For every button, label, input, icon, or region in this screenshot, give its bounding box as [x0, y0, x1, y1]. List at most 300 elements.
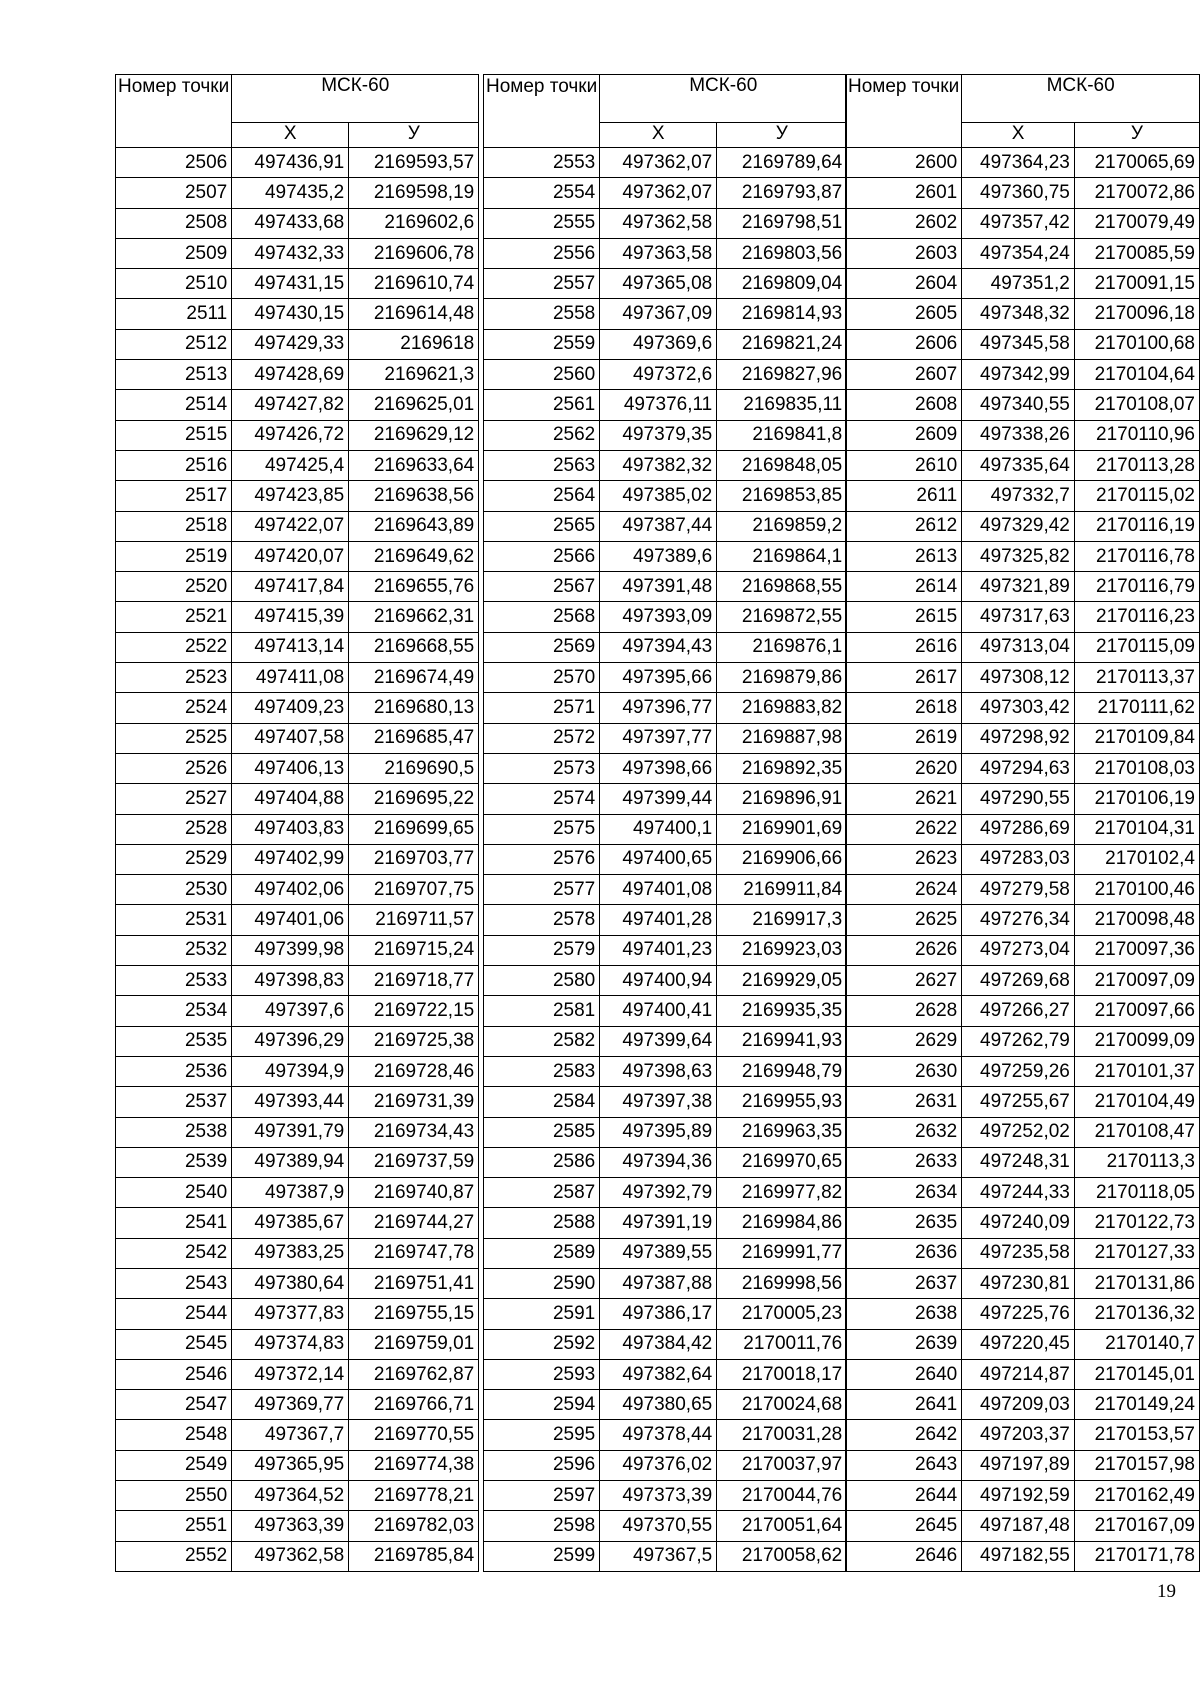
point-number-cell: 2588 — [484, 1208, 600, 1238]
y-coordinate-cell: 2169755,15 — [349, 1299, 479, 1329]
x-coordinate-cell: 497235,58 — [962, 1238, 1075, 1268]
point-number-cell: 2538 — [116, 1117, 232, 1147]
coordinates-table-body — [116, 148, 479, 1572]
table-row — [484, 329, 847, 359]
point-number-cell: 2553 — [484, 148, 600, 178]
y-coordinate-cell: 2169906,66 — [717, 844, 847, 874]
table-row — [116, 935, 479, 965]
point-number-cell: 2568 — [484, 602, 600, 632]
table-row — [846, 1450, 1200, 1480]
y-coordinate-cell: 2170104,64 — [1074, 360, 1199, 390]
x-coordinate-cell: 497420,07 — [232, 541, 349, 571]
x-coordinate-cell: 497187,48 — [962, 1511, 1075, 1541]
point-number-cell: 2598 — [484, 1511, 600, 1541]
y-coordinate-cell: 2169782,03 — [349, 1511, 479, 1541]
point-number-cell: 2524 — [116, 693, 232, 723]
x-coordinate-cell: 497387,9 — [232, 1178, 349, 1208]
point-number-cell: 2585 — [484, 1117, 600, 1147]
y-coordinate-cell: 2170171,78 — [1074, 1541, 1199, 1571]
table-row — [846, 1299, 1200, 1329]
x-coordinate-cell: 497378,44 — [600, 1420, 717, 1450]
y-coordinate-cell: 2169841,8 — [717, 420, 847, 450]
table-row — [116, 481, 479, 511]
point-number-cell: 2556 — [484, 238, 600, 268]
table-row — [116, 572, 479, 602]
x-coordinate-cell: 497255,67 — [962, 1087, 1075, 1117]
table-row — [116, 1208, 479, 1238]
point-number-cell: 2616 — [846, 632, 962, 662]
y-coordinate-cell: 2169606,78 — [349, 238, 479, 268]
x-coordinate-cell: 497400,1 — [600, 814, 717, 844]
point-number-cell: 2641 — [846, 1390, 962, 1420]
table-row — [846, 753, 1200, 783]
y-coordinate-cell: 2169680,13 — [349, 693, 479, 723]
x-coordinate-cell: 497354,24 — [962, 238, 1075, 268]
y-coordinate-cell: 2169879,86 — [717, 663, 847, 693]
y-coordinate-cell: 2169948,79 — [717, 1056, 847, 1086]
point-number-cell: 2635 — [846, 1208, 962, 1238]
point-number-cell: 2615 — [846, 602, 962, 632]
y-coordinate-cell: 2170108,47 — [1074, 1117, 1199, 1147]
point-number-cell: 2643 — [846, 1450, 962, 1480]
x-coordinate-cell: 497298,92 — [962, 723, 1075, 753]
x-coordinate-cell: 497351,2 — [962, 269, 1075, 299]
x-coordinate-cell: 497413,14 — [232, 632, 349, 662]
x-coordinate-cell: 497362,07 — [600, 178, 717, 208]
point-number-header: Номер точки — [484, 75, 600, 148]
y-coordinate-cell: 2169803,56 — [717, 238, 847, 268]
x-coordinate-cell: 497425,4 — [232, 450, 349, 480]
point-number-cell: 2548 — [116, 1420, 232, 1450]
table-row — [484, 844, 847, 874]
table-row — [484, 1208, 847, 1238]
point-number-cell: 2516 — [116, 450, 232, 480]
point-number-cell: 2645 — [846, 1511, 962, 1541]
point-number-cell: 2578 — [484, 905, 600, 935]
x-coordinate-cell: 497363,58 — [600, 238, 717, 268]
y-coordinate-cell: 2169728,46 — [349, 1056, 479, 1086]
y-coordinate-cell: 2169798,51 — [717, 208, 847, 238]
table-row — [116, 1147, 479, 1177]
table-row — [116, 1268, 479, 1298]
x-coordinate-cell: 497394,43 — [600, 632, 717, 662]
point-number-cell: 2608 — [846, 390, 962, 420]
point-number-cell: 2570 — [484, 663, 600, 693]
point-number-cell: 2510 — [116, 269, 232, 299]
table-row — [484, 1268, 847, 1298]
point-number-cell: 2507 — [116, 178, 232, 208]
point-number-cell: 2606 — [846, 329, 962, 359]
point-number-cell: 2587 — [484, 1178, 600, 1208]
point-number-cell: 2517 — [116, 481, 232, 511]
y-coordinate-cell: 2169638,56 — [349, 481, 479, 511]
y-coordinate-cell: 2170113,28 — [1074, 450, 1199, 480]
point-number-cell: 2547 — [116, 1390, 232, 1420]
y-column-header: У — [717, 123, 847, 148]
point-number-cell: 2636 — [846, 1238, 962, 1268]
x-coordinate-cell: 497389,55 — [600, 1238, 717, 1268]
point-number-cell: 2640 — [846, 1359, 962, 1389]
y-coordinate-cell: 2169740,87 — [349, 1178, 479, 1208]
table-row — [116, 632, 479, 662]
point-number-cell: 2513 — [116, 360, 232, 390]
x-coordinate-cell: 497380,65 — [600, 1390, 717, 1420]
table-row — [116, 269, 479, 299]
point-number-cell: 2551 — [116, 1511, 232, 1541]
table-row — [484, 420, 847, 450]
y-coordinate-cell: 2169744,27 — [349, 1208, 479, 1238]
x-column-header: Х — [962, 123, 1075, 148]
y-coordinate-cell: 2170140,7 — [1074, 1329, 1199, 1359]
x-coordinate-cell: 497325,82 — [962, 541, 1075, 571]
y-coordinate-cell: 2170113,37 — [1074, 663, 1199, 693]
point-number-cell: 2543 — [116, 1268, 232, 1298]
y-coordinate-cell: 2169941,93 — [717, 1026, 847, 1056]
point-number-cell: 2529 — [116, 844, 232, 874]
point-number-cell: 2627 — [846, 966, 962, 996]
x-coordinate-cell: 497203,37 — [962, 1420, 1075, 1450]
x-coordinate-cell: 497383,25 — [232, 1238, 349, 1268]
point-number-cell: 2512 — [116, 329, 232, 359]
table-row — [116, 1178, 479, 1208]
table-row — [846, 1390, 1200, 1420]
y-coordinate-cell: 2170127,33 — [1074, 1238, 1199, 1268]
y-coordinate-cell: 2170097,09 — [1074, 966, 1199, 996]
table-row — [484, 1541, 847, 1571]
point-number-cell: 2603 — [846, 238, 962, 268]
y-coordinate-cell: 2169668,55 — [349, 632, 479, 662]
x-coordinate-cell: 497252,02 — [962, 1117, 1075, 1147]
y-coordinate-cell: 2169793,87 — [717, 178, 847, 208]
table-row — [484, 1147, 847, 1177]
point-number-cell: 2630 — [846, 1056, 962, 1086]
point-number-cell: 2518 — [116, 511, 232, 541]
point-number-cell: 2508 — [116, 208, 232, 238]
point-number-cell: 2580 — [484, 966, 600, 996]
y-coordinate-cell: 2170116,19 — [1074, 511, 1199, 541]
x-coordinate-cell: 497398,83 — [232, 966, 349, 996]
x-coordinate-cell: 497395,66 — [600, 663, 717, 693]
y-coordinate-cell: 2169814,93 — [717, 299, 847, 329]
table-row — [846, 1147, 1200, 1177]
x-coordinate-cell: 497385,02 — [600, 481, 717, 511]
y-coordinate-cell: 2170097,66 — [1074, 996, 1199, 1026]
table-row — [116, 602, 479, 632]
point-number-cell: 2511 — [116, 299, 232, 329]
table-row — [846, 693, 1200, 723]
table-row — [484, 269, 847, 299]
x-coordinate-cell: 497392,79 — [600, 1178, 717, 1208]
table-row — [116, 1450, 479, 1480]
table-row — [116, 420, 479, 450]
x-coordinate-cell: 497197,89 — [962, 1450, 1075, 1480]
x-coordinate-cell: 497364,52 — [232, 1481, 349, 1511]
y-coordinate-cell: 2169731,39 — [349, 1087, 479, 1117]
table-row — [484, 996, 847, 1026]
x-coordinate-cell: 497415,39 — [232, 602, 349, 632]
y-coordinate-cell: 2170072,86 — [1074, 178, 1199, 208]
table-row — [116, 1329, 479, 1359]
point-number-cell: 2613 — [846, 541, 962, 571]
x-coordinate-cell: 497406,13 — [232, 753, 349, 783]
point-number-cell: 2515 — [116, 420, 232, 450]
x-coordinate-cell: 497399,44 — [600, 784, 717, 814]
x-coordinate-cell: 497335,64 — [962, 450, 1075, 480]
x-coordinate-cell: 497400,65 — [600, 844, 717, 874]
table-row — [116, 329, 479, 359]
table-row — [116, 178, 479, 208]
point-number-cell: 2620 — [846, 753, 962, 783]
x-coordinate-cell: 497382,32 — [600, 450, 717, 480]
point-number-cell: 2574 — [484, 784, 600, 814]
table-row — [484, 1178, 847, 1208]
x-coordinate-cell: 497422,07 — [232, 511, 349, 541]
y-coordinate-cell: 2170122,73 — [1074, 1208, 1199, 1238]
x-coordinate-cell: 497379,35 — [600, 420, 717, 450]
x-coordinate-cell: 497338,26 — [962, 420, 1075, 450]
table-row — [846, 1511, 1200, 1541]
y-coordinate-cell: 2169859,2 — [717, 511, 847, 541]
x-coordinate-cell: 497407,58 — [232, 723, 349, 753]
point-number-cell: 2621 — [846, 784, 962, 814]
y-coordinate-cell: 2169598,19 — [349, 178, 479, 208]
point-number-cell: 2521 — [116, 602, 232, 632]
point-number-cell: 2597 — [484, 1481, 600, 1511]
x-coordinate-cell: 497286,69 — [962, 814, 1075, 844]
table-row — [116, 1481, 479, 1511]
y-coordinate-cell: 2169699,65 — [349, 814, 479, 844]
y-coordinate-cell: 2169711,57 — [349, 905, 479, 935]
x-coordinate-cell: 497396,77 — [600, 693, 717, 723]
table-row — [484, 905, 847, 935]
y-coordinate-cell: 2170024,68 — [717, 1390, 847, 1420]
table-row — [484, 511, 847, 541]
y-coordinate-cell: 2170037,97 — [717, 1450, 847, 1480]
x-coordinate-cell: 497402,06 — [232, 875, 349, 905]
x-coordinate-cell: 497398,63 — [600, 1056, 717, 1086]
x-coordinate-cell: 497395,89 — [600, 1117, 717, 1147]
y-coordinate-cell: 2170011,76 — [717, 1329, 847, 1359]
point-number-cell: 2555 — [484, 208, 600, 238]
y-coordinate-cell: 2169876,1 — [717, 632, 847, 662]
point-number-cell: 2546 — [116, 1359, 232, 1389]
point-number-cell: 2559 — [484, 329, 600, 359]
point-number-cell: 2642 — [846, 1420, 962, 1450]
table-row — [846, 390, 1200, 420]
point-number-cell: 2593 — [484, 1359, 600, 1389]
x-coordinate-cell: 497417,84 — [232, 572, 349, 602]
x-coordinate-cell: 497426,72 — [232, 420, 349, 450]
x-coordinate-cell: 497276,34 — [962, 905, 1075, 935]
x-coordinate-cell: 497369,77 — [232, 1390, 349, 1420]
y-coordinate-cell: 2169785,84 — [349, 1541, 479, 1571]
y-coordinate-cell: 2169827,96 — [717, 360, 847, 390]
y-coordinate-cell: 2170018,17 — [717, 1359, 847, 1389]
table-row — [116, 663, 479, 693]
x-coordinate-cell: 497279,58 — [962, 875, 1075, 905]
y-coordinate-cell: 2169917,3 — [717, 905, 847, 935]
table-row — [116, 814, 479, 844]
y-coordinate-cell: 2169610,74 — [349, 269, 479, 299]
x-coordinate-cell: 497436,91 — [232, 148, 349, 178]
point-number-cell: 2589 — [484, 1238, 600, 1268]
x-coordinate-cell: 497398,66 — [600, 753, 717, 783]
table-row — [484, 1056, 847, 1086]
y-coordinate-cell: 2170115,02 — [1074, 481, 1199, 511]
x-coordinate-cell: 497240,09 — [962, 1208, 1075, 1238]
table-row — [846, 1329, 1200, 1359]
point-number-cell: 2572 — [484, 723, 600, 753]
table-row — [116, 450, 479, 480]
table-row — [846, 966, 1200, 996]
y-coordinate-cell: 2170104,31 — [1074, 814, 1199, 844]
y-coordinate-cell: 2169991,77 — [717, 1238, 847, 1268]
x-coordinate-cell: 497387,88 — [600, 1268, 717, 1298]
y-column-header: У — [1074, 123, 1199, 148]
x-coordinate-cell: 497303,42 — [962, 693, 1075, 723]
x-coordinate-cell: 497348,32 — [962, 299, 1075, 329]
x-coordinate-cell: 497370,55 — [600, 1511, 717, 1541]
table-row — [846, 572, 1200, 602]
y-coordinate-cell: 2170115,09 — [1074, 632, 1199, 662]
point-number-cell: 2542 — [116, 1238, 232, 1268]
x-coordinate-cell: 497409,23 — [232, 693, 349, 723]
y-coordinate-cell: 2169896,91 — [717, 784, 847, 814]
table-row — [846, 329, 1200, 359]
y-coordinate-cell: 2169887,98 — [717, 723, 847, 753]
table-row — [484, 1481, 847, 1511]
point-number-cell: 2533 — [116, 966, 232, 996]
x-coordinate-cell: 497364,23 — [962, 148, 1075, 178]
y-coordinate-cell: 2169998,56 — [717, 1268, 847, 1298]
x-coordinate-cell: 497400,41 — [600, 996, 717, 1026]
point-number-cell: 2637 — [846, 1268, 962, 1298]
table-row — [484, 238, 847, 268]
y-coordinate-cell: 2169762,87 — [349, 1359, 479, 1389]
x-coordinate-cell: 497283,03 — [962, 844, 1075, 874]
y-coordinate-cell: 2169722,15 — [349, 996, 479, 1026]
x-coordinate-cell: 497396,29 — [232, 1026, 349, 1056]
y-coordinate-cell: 2169984,86 — [717, 1208, 847, 1238]
point-number-cell: 2527 — [116, 784, 232, 814]
y-coordinate-cell: 2169725,38 — [349, 1026, 479, 1056]
y-coordinate-cell: 2169868,55 — [717, 572, 847, 602]
table-row — [116, 1390, 479, 1420]
table-row — [846, 420, 1200, 450]
y-coordinate-cell: 2169848,05 — [717, 450, 847, 480]
x-coordinate-cell: 497430,15 — [232, 299, 349, 329]
x-coordinate-cell: 497394,36 — [600, 1147, 717, 1177]
table-row — [846, 632, 1200, 662]
point-number-cell: 2573 — [484, 753, 600, 783]
coordinate-system-header: МСК-60 — [600, 75, 847, 123]
y-coordinate-cell: 2170113,3 — [1074, 1147, 1199, 1177]
x-coordinate-cell: 497220,45 — [962, 1329, 1075, 1359]
x-coordinate-cell: 497384,42 — [600, 1329, 717, 1359]
table-row — [846, 723, 1200, 753]
x-coordinate-cell: 497374,83 — [232, 1329, 349, 1359]
table-row — [484, 1420, 847, 1450]
point-number-cell: 2581 — [484, 996, 600, 1026]
x-coordinate-cell: 497393,09 — [600, 602, 717, 632]
x-coordinate-cell: 497397,77 — [600, 723, 717, 753]
y-coordinate-cell: 2169778,21 — [349, 1481, 479, 1511]
x-coordinate-cell: 497391,48 — [600, 572, 717, 602]
x-coordinate-cell: 497427,82 — [232, 390, 349, 420]
point-number-header: Номер точки — [846, 75, 962, 148]
table-row — [846, 208, 1200, 238]
y-coordinate-cell: 2170097,36 — [1074, 935, 1199, 965]
y-coordinate-cell: 2169707,75 — [349, 875, 479, 905]
y-coordinate-cell: 2170111,62 — [1074, 693, 1199, 723]
y-coordinate-cell: 2169774,38 — [349, 1450, 479, 1480]
table-row — [484, 390, 847, 420]
y-coordinate-cell: 2169649,62 — [349, 541, 479, 571]
coordinates-table-body — [846, 148, 1200, 1572]
table-row — [484, 935, 847, 965]
y-coordinate-cell: 2169690,5 — [349, 753, 479, 783]
y-column-header: У — [349, 123, 479, 148]
x-coordinate-cell: 497435,2 — [232, 178, 349, 208]
table-row — [116, 1087, 479, 1117]
point-number-cell: 2605 — [846, 299, 962, 329]
table-row — [484, 723, 847, 753]
table-row — [846, 602, 1200, 632]
y-coordinate-cell: 2170065,69 — [1074, 148, 1199, 178]
x-coordinate-cell: 497308,12 — [962, 663, 1075, 693]
y-coordinate-cell: 2169770,55 — [349, 1420, 479, 1450]
table-row — [116, 1420, 479, 1450]
table-row — [116, 905, 479, 935]
y-coordinate-cell: 2169633,64 — [349, 450, 479, 480]
point-number-cell: 2577 — [484, 875, 600, 905]
table-row — [116, 299, 479, 329]
table-row — [116, 1299, 479, 1329]
point-number-header: Номер точки — [116, 75, 232, 148]
table-row — [846, 1481, 1200, 1511]
table-row — [484, 693, 847, 723]
x-coordinate-cell: 497399,98 — [232, 935, 349, 965]
y-coordinate-cell: 2169621,3 — [349, 360, 479, 390]
table-row — [484, 450, 847, 480]
table-row — [484, 753, 847, 783]
point-number-cell: 2561 — [484, 390, 600, 420]
y-coordinate-cell: 2170110,96 — [1074, 420, 1199, 450]
table-row — [116, 723, 479, 753]
y-coordinate-cell: 2169977,82 — [717, 1178, 847, 1208]
point-number-cell: 2552 — [116, 1541, 232, 1571]
point-number-cell: 2579 — [484, 935, 600, 965]
table-row — [846, 844, 1200, 874]
point-number-cell: 2557 — [484, 269, 600, 299]
y-coordinate-cell: 2170149,24 — [1074, 1390, 1199, 1420]
x-coordinate-cell: 497290,55 — [962, 784, 1075, 814]
table-row — [846, 299, 1200, 329]
x-column-header: Х — [600, 123, 717, 148]
y-coordinate-cell: 2169821,24 — [717, 329, 847, 359]
table-row — [484, 299, 847, 329]
table-row — [846, 1238, 1200, 1268]
x-coordinate-cell: 497391,19 — [600, 1208, 717, 1238]
point-number-cell: 2623 — [846, 844, 962, 874]
x-coordinate-cell: 497367,09 — [600, 299, 717, 329]
x-coordinate-cell: 497273,04 — [962, 935, 1075, 965]
x-coordinate-cell: 497382,64 — [600, 1359, 717, 1389]
x-coordinate-cell: 497394,9 — [232, 1056, 349, 1086]
x-coordinate-cell: 497363,39 — [232, 1511, 349, 1541]
table-row — [846, 1117, 1200, 1147]
y-coordinate-cell: 2169674,49 — [349, 663, 479, 693]
